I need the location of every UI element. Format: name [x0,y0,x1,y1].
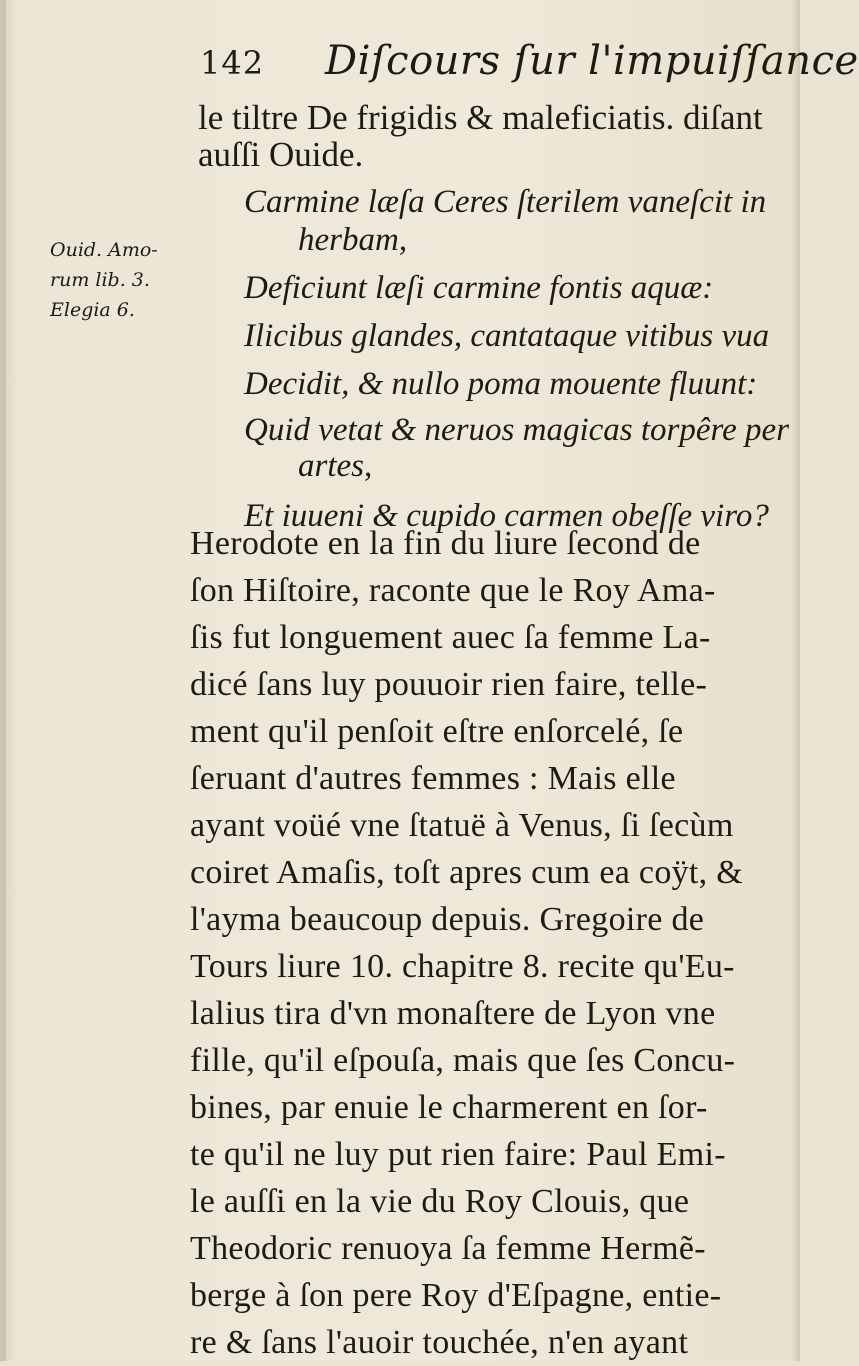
prose-line: berge à ſon pere Roy d'Eſpagne, entie- [190,1277,722,1314]
prose-line: te qu'il ne luy put rien faire: Paul Emi- [190,1136,726,1173]
page-gutter-shadow [0,0,6,1361]
prose-line: lalius tira d'vn monaſtere de Lyon vne [190,995,716,1032]
prose-line: Theodoric renuoya ſa femme Hermẽ- [190,1230,706,1267]
verse-line: artes, [298,448,373,484]
verse-line: Et iuueni & cupido carmen obeſſe viro? [244,498,769,534]
prose-line: fille, qu'il eſpouſa, mais que ſes Concu- [190,1042,736,1079]
margin-note-line: Ouid. Amo- [50,239,158,261]
margin-note [50,235,200,325]
verse-line: herbam, [298,222,408,258]
prose-line: dicé ſans luy pouuoir rien faire, telle- [190,666,708,703]
prose-line: l'ayma beaucoup depuis. Gregoire de [190,901,705,938]
text-line: auſſi Ouide. [198,135,364,174]
prose-line: ayant voüé vne ſtatuë à Venus, ſi ſecùm [190,807,734,844]
prose-line: Tours liure 10. chapitre 8. recite qu'Eu- [190,948,735,985]
verse-line: Deficiunt læſi carmine fontis aquæ: [244,270,714,306]
verse-line: Decidit, & nullo poma mouente fluunt: [244,366,758,402]
prose-line: ſeruant d'autres femmes : Mais elle [190,760,676,797]
prose-line: ſis fut longuement auec ſa femme La- [190,619,711,656]
prose-paragraph [190,520,790,1366]
margin-note-line: rum lib. 3. [50,269,150,291]
page-number: 142 [200,44,265,82]
text-line: le tiltre De frigidis & maleficiatis. diſant [198,98,763,137]
page-header [200,38,859,98]
prose-line: re & ſans l'auoir touchée, n'en ayant [190,1324,689,1361]
verse-line: Ilicibus glandes, cantataque vitibus vua [244,318,770,354]
running-title: Diſcours ſur l'impuiſſance [325,38,859,84]
verse-line: Carmine læſa Ceres ſterilem vaneſcit in [244,184,767,220]
verse-line: Quid vetat & neruos magicas torpêre per [244,412,790,448]
prose-line: Herodote en la fin du liure ſecond de [190,525,701,562]
prose-line: bines, par enuie le charmerent en ſor- [190,1089,708,1126]
prose-line: le auſſi en la vie du Roy Clouis, que [190,1183,690,1220]
prose-line: ment qu'il penſoit eſtre enſorcelé, ſe [190,713,684,750]
margin-note-line: Elegia 6. [50,299,135,321]
prose-line: coiret Amaſis, toſt apres cum ea coÿt, & [190,854,744,891]
page-edge [792,0,800,1361]
prose-line: ſon Hiſtoire, raconte que le Roy Ama- [190,572,716,609]
